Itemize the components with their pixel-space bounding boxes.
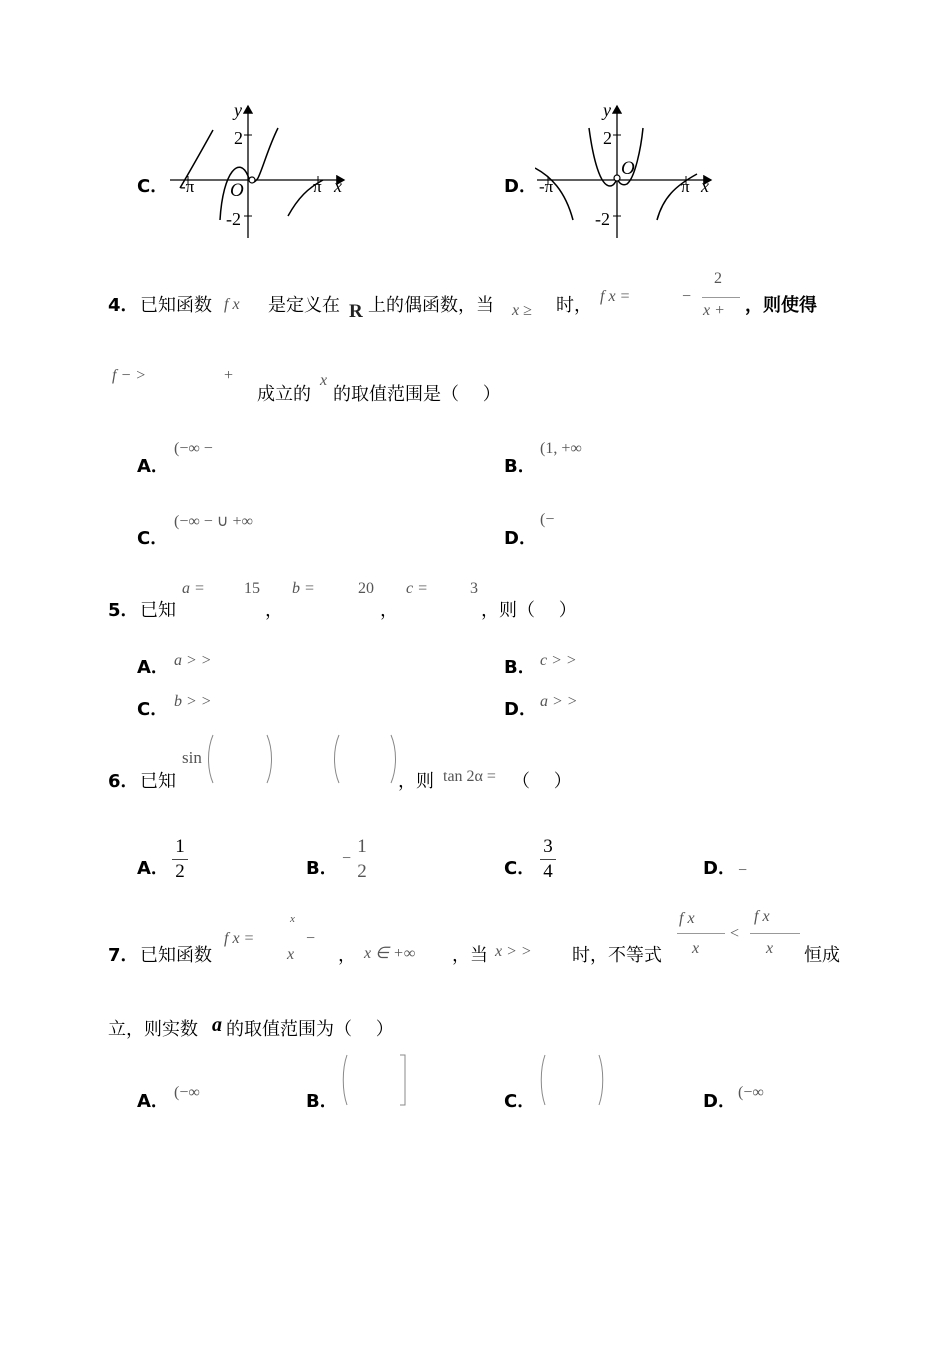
tick-label-2: 2 — [603, 128, 612, 148]
tick-label-neg2: -2 — [226, 209, 241, 229]
q4-option-c-label: C． — [137, 528, 169, 549]
q4-math-ineq-2: + — [224, 367, 234, 384]
tick-label-neg-pi: -π — [180, 177, 195, 196]
option-d-label: D． — [504, 176, 537, 197]
q6-number: 6． — [108, 771, 139, 792]
q7-number: 7． — [108, 945, 139, 966]
q7-rhs-num: f x — [754, 908, 770, 925]
q6-math-sin: sin — [182, 748, 202, 767]
q5-math-b-value: 20 — [358, 580, 374, 597]
q7-math-domain: x ∈ +∞ — [364, 945, 416, 962]
q5-option-c-math: b > > — [174, 693, 212, 710]
q4-option-b-label: B． — [504, 456, 536, 477]
q7-lt: < — [730, 925, 740, 942]
q7-text-3: 时，不等式 — [572, 945, 662, 966]
q6-option-b-label: B． — [306, 858, 338, 879]
q4-option-c-math: (−∞ − ∪ +∞ — [174, 513, 253, 530]
q7-line2-b: 的取值范围为（ ） — [226, 1019, 394, 1040]
q5-option-d-math: a > > — [540, 693, 578, 710]
option-c-label: C． — [137, 176, 169, 197]
graph-c — [168, 98, 350, 243]
q5-comma-2: ， — [380, 600, 398, 621]
q7-option-d-label: D． — [703, 1091, 736, 1112]
tick-label-neg2: -2 — [595, 209, 610, 229]
q4-text-6: 成立的 — [257, 384, 311, 405]
q7-math-num: x — [290, 913, 295, 925]
curve-c-middle — [220, 128, 278, 220]
q7-math-den: x — [287, 946, 295, 963]
q7-lhs-den: x — [692, 940, 700, 957]
q5-option-a-math: a > > — [174, 652, 212, 669]
q7-line2-var: a — [212, 1014, 222, 1036]
q5-math-c-value: 3 — [470, 580, 478, 597]
q7-text-2: ，当 — [452, 945, 488, 966]
q6-option-b-den: 2 — [357, 861, 367, 882]
q5-comma-1: ， — [265, 600, 283, 621]
curve-d-right — [657, 174, 697, 220]
q6-option-c-num: 3 — [543, 836, 553, 857]
q7-text-1: 已知函数 — [140, 945, 212, 966]
y-label: y — [234, 100, 242, 120]
q4-math-cond: x ≥ — [512, 302, 532, 319]
q5-math-a-value: 15 — [244, 580, 260, 597]
q7-comma: ， — [338, 945, 356, 966]
q7-option-c-label: C． — [504, 1091, 536, 1112]
q5-number: 5． — [108, 600, 139, 621]
q4-text-2: 是定义在 — [268, 295, 340, 316]
x-label: x — [334, 176, 342, 196]
q5-math-b: b = — [292, 580, 315, 597]
q4-math-num: 2 — [714, 270, 722, 287]
q6-option-b-num: 1 — [357, 836, 367, 857]
q4-option-a-label: A． — [137, 456, 169, 477]
x-label: x — [701, 176, 709, 196]
q5-option-c-label: C． — [137, 699, 169, 720]
q7-option-d-math: (−∞ — [738, 1084, 764, 1101]
q5-option-a-label: A． — [137, 657, 169, 678]
q6-option-c-fraction — [540, 836, 556, 883]
q4-math-x: x — [320, 372, 328, 389]
q6-option-a-fraction — [172, 836, 188, 883]
q6-text-2: ，则 — [398, 771, 434, 792]
q4-option-a-math: (−∞ − — [174, 440, 213, 457]
q5-math-c: c = — [406, 580, 428, 597]
q7-rhs-bar — [750, 933, 800, 934]
q4-text-7: 的取值范围是（ ） — [333, 384, 501, 405]
q4-text-5: ，则使得 — [745, 295, 817, 316]
q6-parentheses — [205, 733, 400, 785]
q7-rhs-den: x — [766, 940, 774, 957]
q4-text-1: 已知函数 — [140, 295, 212, 316]
q7-option-b-label: B． — [306, 1091, 338, 1112]
q4-math-fx2: f x = — [600, 288, 631, 305]
q7-option-a-label: A． — [137, 1091, 169, 1112]
q7-lhs-num: f x — [679, 910, 695, 927]
q4-math-fx: f x — [224, 296, 240, 313]
q6-option-b-sign: − — [342, 850, 352, 867]
tick-label-2: 2 — [234, 128, 243, 148]
q6-option-a-label: A． — [137, 858, 169, 879]
tick-label-neg-pi: -π — [539, 177, 554, 196]
q7-text-4: 恒成 — [804, 945, 840, 966]
q7-option-a-math: (−∞ — [174, 1084, 200, 1101]
q7-math-cond: x > > — [495, 943, 532, 960]
q7-option-c-brackets — [538, 1053, 608, 1107]
q4-number: 4． — [108, 295, 139, 316]
q6-text-3: （ ） — [512, 771, 572, 792]
q6-option-d-label: D． — [703, 858, 736, 879]
q7-math-minus: − — [306, 930, 316, 947]
q5-text-2: ，则（ ） — [481, 600, 577, 621]
q6-option-a-num: 1 — [175, 836, 185, 857]
tick-label-pi: π — [313, 177, 322, 196]
q4-option-d-label: D． — [504, 528, 537, 549]
q7-lhs-bar — [677, 933, 725, 934]
q4-math-minus: − — [682, 288, 692, 305]
q4-fraction-bar — [702, 297, 740, 298]
q4-math-ineq-1: f − > — [112, 367, 147, 384]
q6-option-d-sign: − — [738, 862, 748, 879]
q4-text-4: 时， — [556, 295, 592, 316]
q5-math-a: a = — [182, 580, 205, 597]
q6-text-1: 已知 — [140, 771, 176, 792]
q6-option-c-den: 4 — [543, 861, 553, 882]
q7-option-b-brackets — [340, 1053, 410, 1107]
q5-text-1: 已知 — [140, 600, 176, 621]
q6-option-b-fraction — [354, 836, 370, 883]
q5-option-d-label: D． — [504, 699, 537, 720]
q4-text-3: 上的偶函数，当 — [368, 295, 494, 316]
q6-option-c-label: C． — [504, 858, 536, 879]
q6-math-tan: tan 2α = — [443, 768, 496, 785]
q5-option-b-math: c > > — [540, 652, 577, 669]
origin-label: O — [621, 158, 635, 179]
origin-label: O — [230, 180, 244, 201]
q4-real-set: R — [349, 301, 363, 322]
q4-option-b-math: (1, +∞ — [540, 440, 582, 457]
q4-option-d-math: (− — [540, 511, 555, 528]
q7-line2-a: 立，则实数 — [108, 1019, 198, 1040]
q4-math-den: x + — [703, 302, 725, 319]
y-label: y — [603, 100, 611, 120]
tick-label-pi: π — [681, 177, 690, 196]
q5-option-b-label: B． — [504, 657, 536, 678]
q7-math-fx: f x = — [224, 930, 255, 947]
q6-option-a-den: 2 — [175, 861, 185, 882]
graph-d — [535, 98, 717, 243]
